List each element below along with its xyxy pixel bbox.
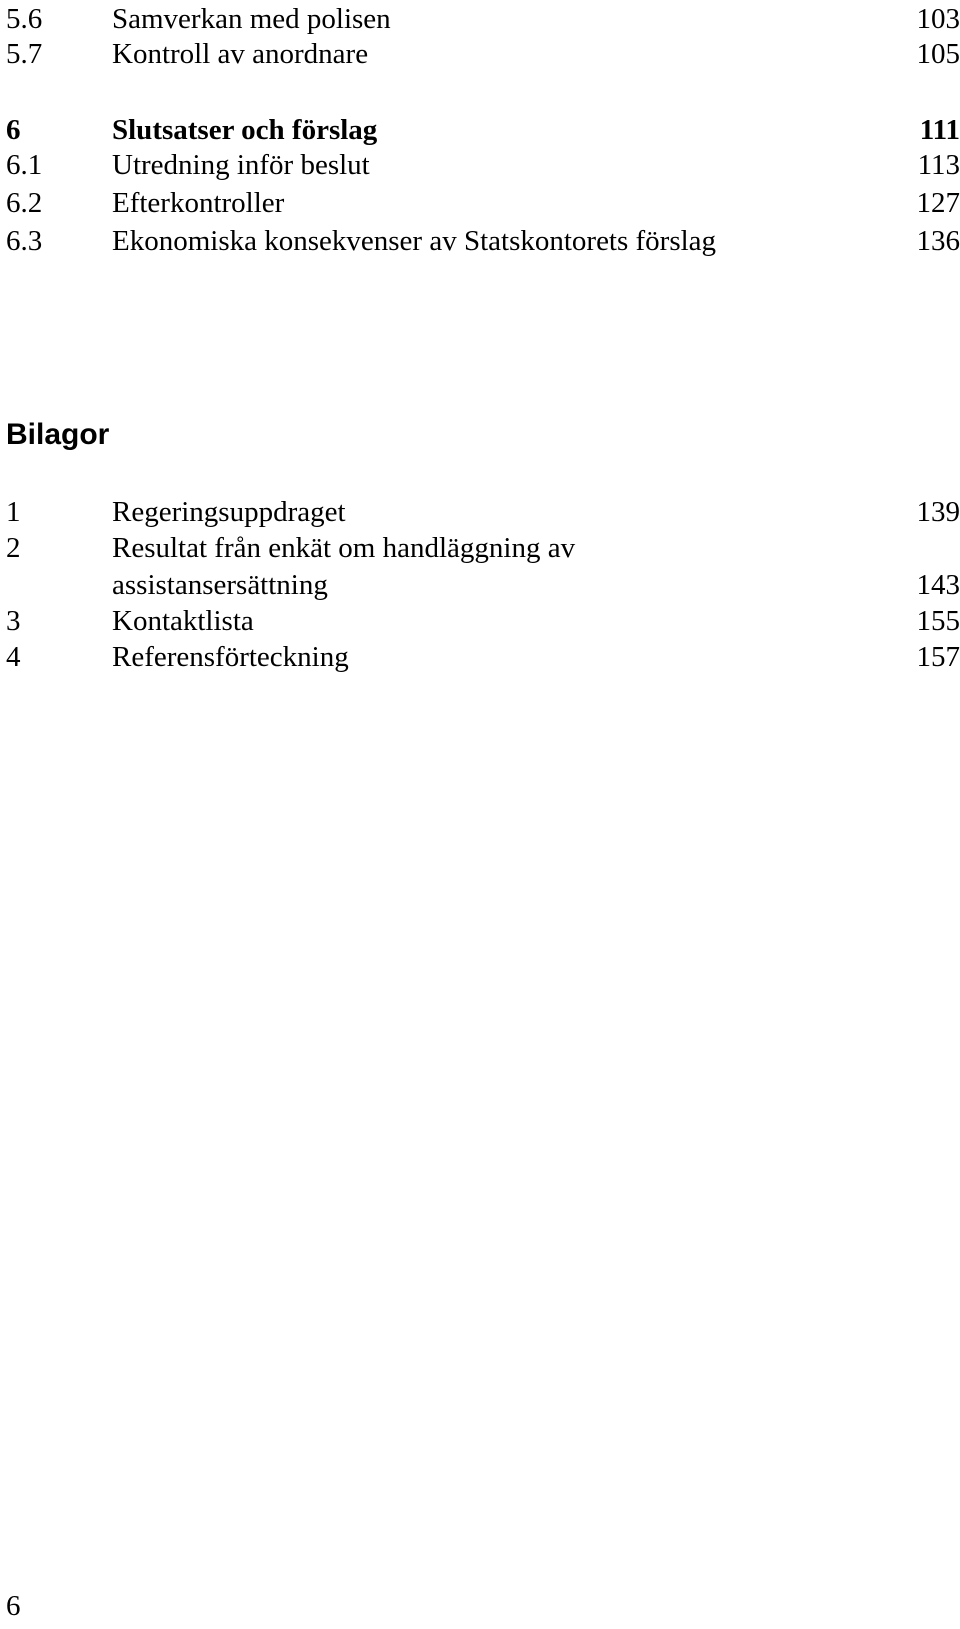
appendix-entry-title: assistansersättning <box>112 569 328 601</box>
toc-entry-number: 6.3 <box>6 225 43 257</box>
toc-entry-page: 113 <box>917 149 960 181</box>
toc-entry <box>6 0 960 38</box>
toc-entry-number: 5.7 <box>6 38 43 70</box>
toc-entry-page: 136 <box>916 225 960 257</box>
appendix-entry <box>6 493 960 531</box>
toc-entry <box>6 222 960 260</box>
toc-entry-title: Samverkan med polisen <box>112 3 391 35</box>
toc-entry <box>6 184 960 222</box>
appendix-entry <box>6 638 960 676</box>
appendix-entry <box>6 529 960 567</box>
toc-entry-title: Slutsatser och förslag <box>112 114 378 146</box>
appendix-entry-page: 143 <box>916 569 960 601</box>
appendix-entry-number: 4 <box>6 641 21 673</box>
appendix-entry-number: 2 <box>6 532 21 564</box>
toc-entry-title: Utredning inför beslut <box>112 149 370 181</box>
toc-entry-number: 6.2 <box>6 187 43 219</box>
appendix-entry-number: 3 <box>6 605 21 637</box>
appendix-entry <box>6 602 960 640</box>
toc-entry-number: 5.6 <box>6 3 43 35</box>
appendix-entry-title: Referensförteckning <box>112 641 349 673</box>
page-number: 6 <box>6 1590 21 1622</box>
toc-entry-page: 103 <box>916 3 960 35</box>
toc-entry-number: 6.1 <box>6 149 43 181</box>
toc-entry-title: Efterkontroller <box>112 187 285 219</box>
appendix-entry-page: 139 <box>916 496 960 528</box>
appendix-entry-title: Kontaktlista <box>112 605 254 637</box>
toc-entry-title: Ekonomiska konsekvenser av Statskontorets förslag <box>112 225 717 257</box>
appendix-entry-number: 1 <box>6 496 21 528</box>
toc-entry-page: 105 <box>916 38 960 70</box>
toc-entry <box>6 146 960 184</box>
appendix-entry-title: Resultat från enkät om handläggning av <box>112 532 576 564</box>
toc-entry-page: 127 <box>916 187 960 219</box>
toc-entry-title: Kontroll av anordnare <box>112 38 369 70</box>
appendix-entry-title: Regeringsuppdraget <box>112 496 346 528</box>
appendix-entry-continuation <box>6 566 960 604</box>
appendix-entry-page: 155 <box>916 605 960 637</box>
toc-entry-page: 111 <box>919 114 960 146</box>
toc-entry <box>6 35 960 73</box>
toc-chapter-entry <box>6 111 960 149</box>
toc-entry-number: 6 <box>6 114 21 146</box>
appendix-entry-page: 157 <box>916 641 960 673</box>
appendix-heading: Bilagor <box>6 418 110 451</box>
